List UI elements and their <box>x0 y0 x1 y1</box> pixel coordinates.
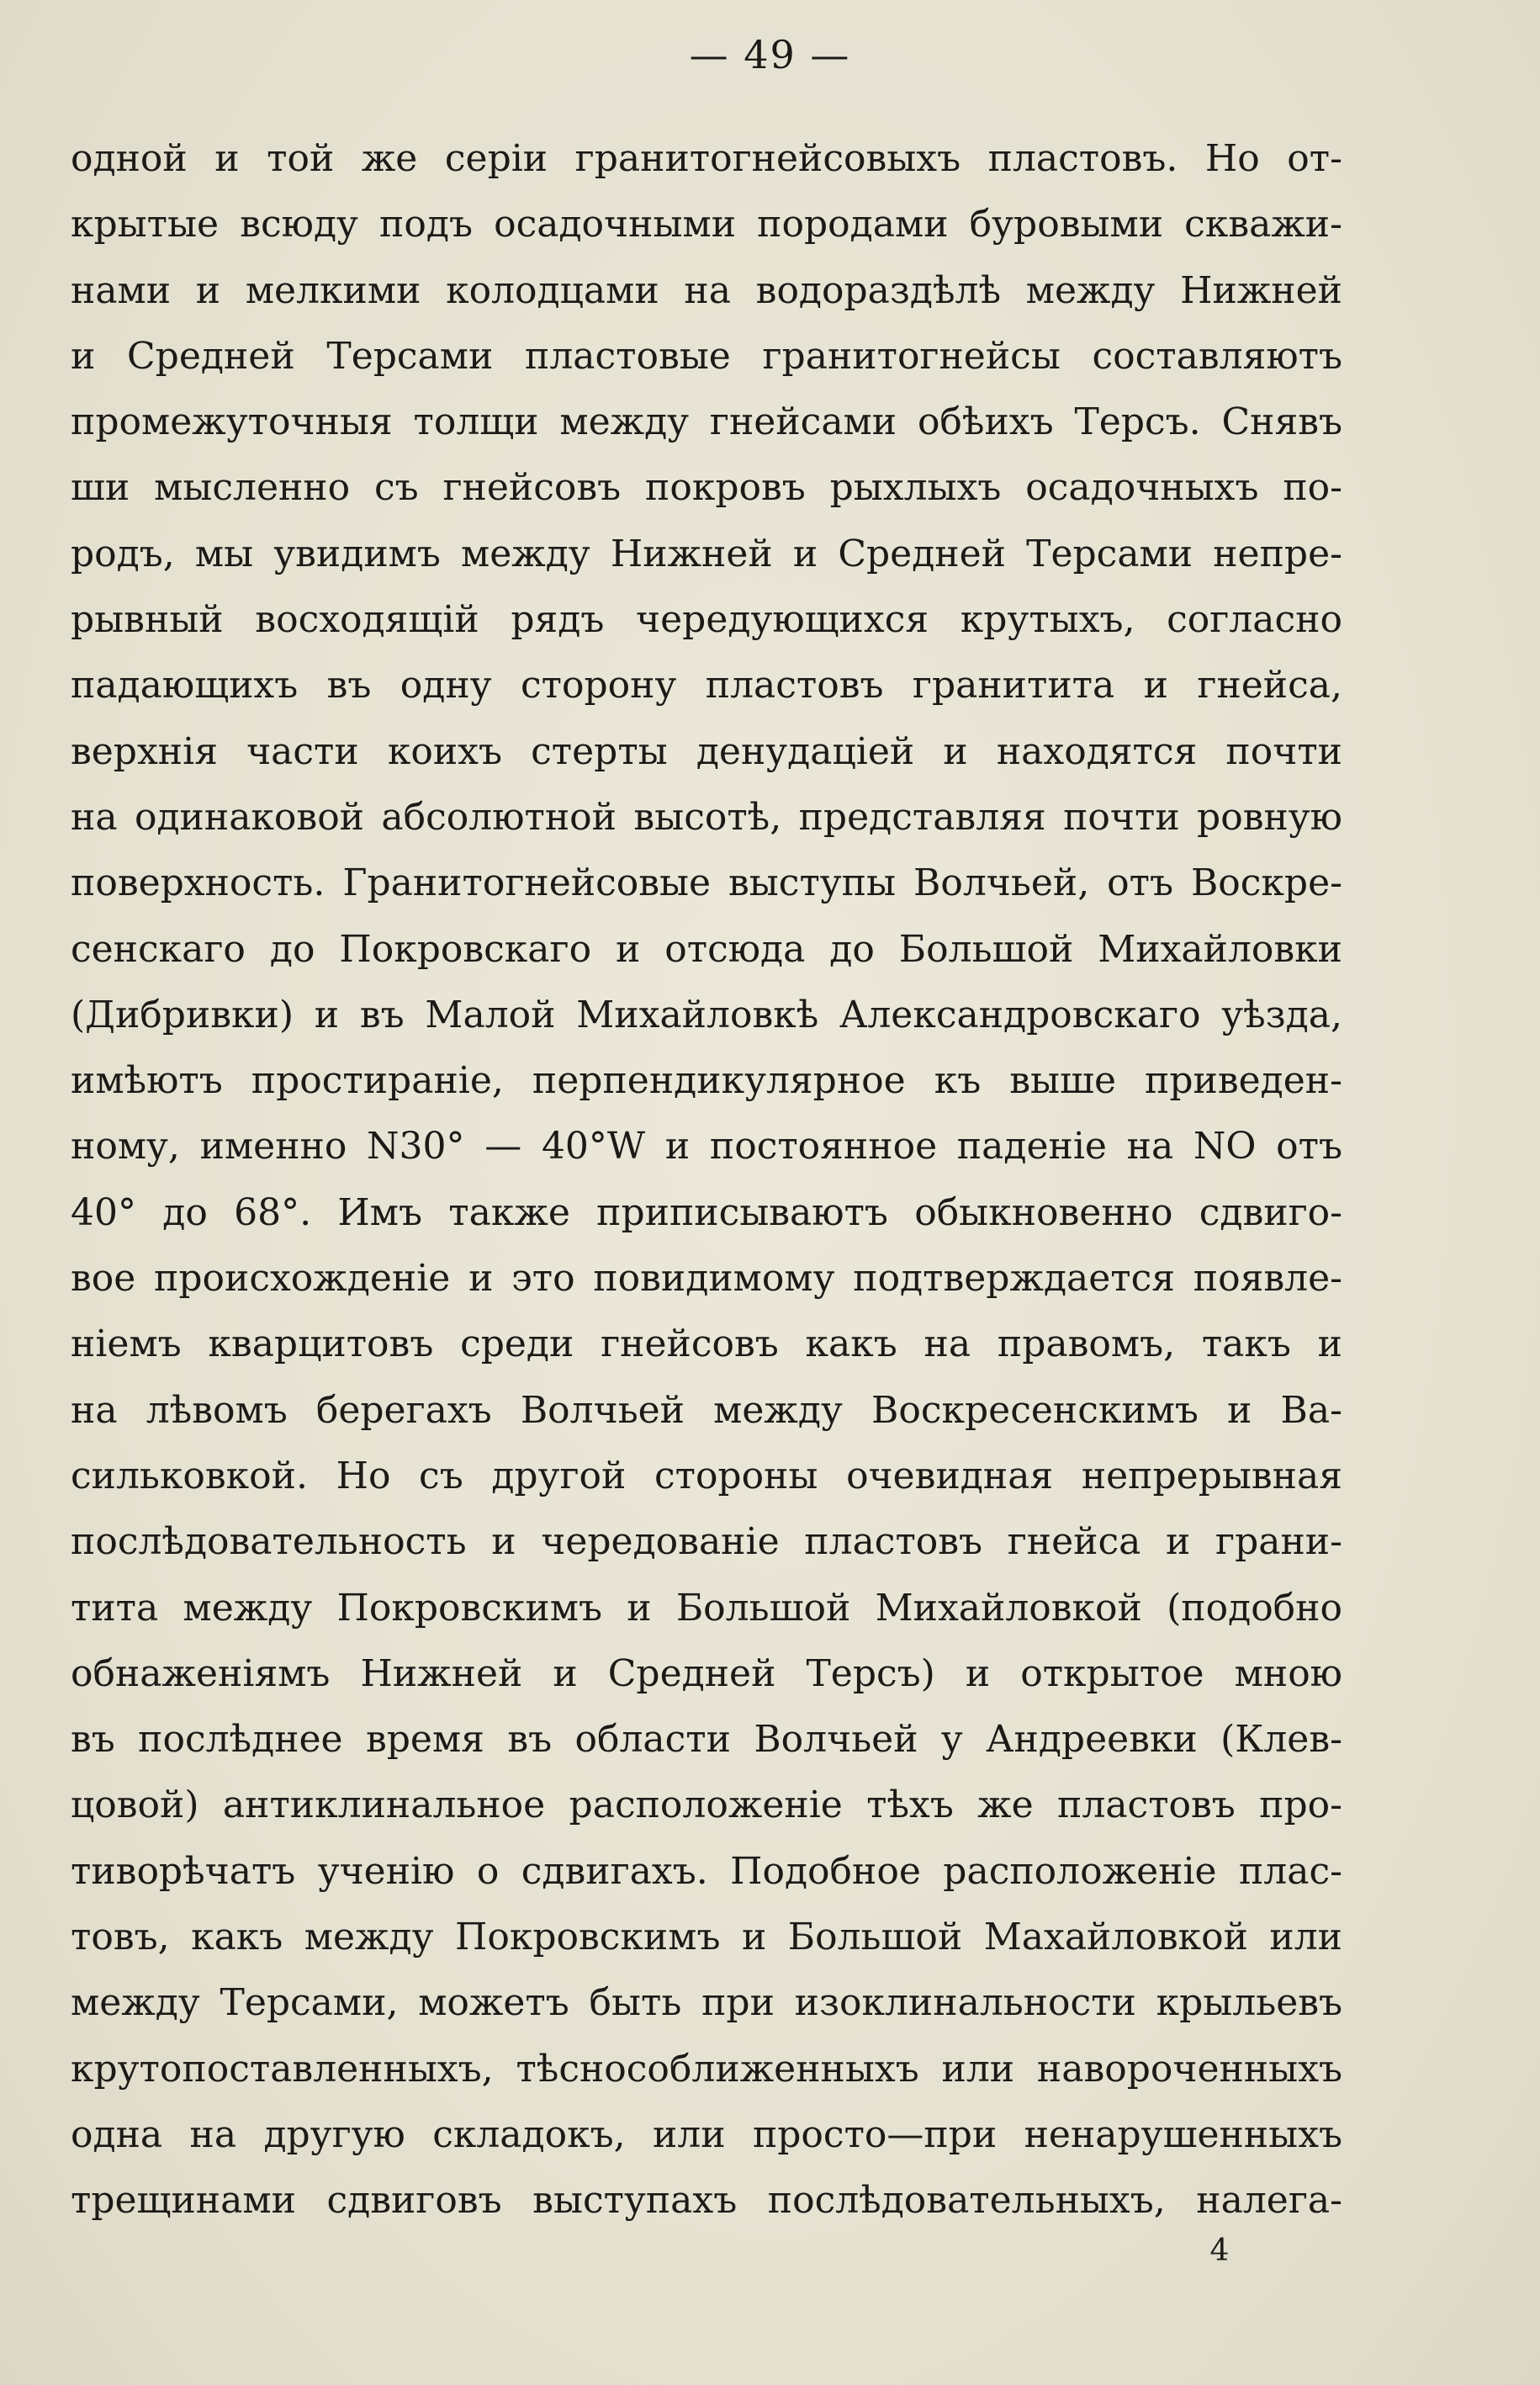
text-line: верхнія части коихъ стерты денудаціей и находятся почти <box>71 729 1342 773</box>
text-line: трещинами сдвиговъ выступахъ послѣдовательныхъ, налега- <box>71 2179 1342 2223</box>
text-line: цовой) антиклинальное расположеніе тѣхъ же пластовъ про- <box>71 1783 1342 1827</box>
text-line: нами и мелкими колодцами на водораздѣлѣ между Нижней <box>71 268 1342 312</box>
text-line: крытые всюду подъ осадочными породами буровыми скважи- <box>71 203 1342 246</box>
text-line: между Терсами, можетъ быть при изоклинальности крыльевъ <box>71 1981 1342 2025</box>
body-text <box>71 126 1342 2234</box>
text-line: рывный восходящій рядъ чередующихся крутыхъ, согласно <box>71 598 1342 642</box>
text-line: сенскаго до Покровскаго и отсюда до Большой Михайловки <box>71 927 1342 971</box>
text-line: ному, именно N30° — 40°W и постоянное паденіе на NO отъ <box>71 1125 1342 1169</box>
text-line: на одинаковой абсолютной высотѣ, представляя почти ровную <box>71 795 1342 839</box>
signature-mark: 4 <box>1209 2234 1230 2268</box>
text-line: промежуточныя толщи между гнейсами обѣихъ Терсъ. Снявъ <box>71 400 1342 444</box>
text-line: ніемъ кварцитовъ среди гнейсовъ какъ на правомъ, такъ и <box>71 1322 1342 1366</box>
text-line: обнаженіямъ Нижней и Средней Терсъ) и открытое мною <box>71 1651 1342 1695</box>
text-line: тиворѣчатъ ученію о сдвигахъ. Подобное расположеніе плас- <box>71 1849 1342 1893</box>
text-line: падающихъ въ одну сторону пластовъ гранитита и гнейса, <box>71 664 1342 708</box>
text-line: 40° до 68°. Имъ также приписываютъ обыкновенно сдвиго- <box>71 1190 1342 1234</box>
text-line: вое происхожденіе и это повидимому подтверждается появле- <box>71 1257 1342 1301</box>
text-line: послѣдовательность и чередованіе пластовъ гнейса и грани- <box>71 1520 1342 1564</box>
text-line: въ послѣднее время въ области Волчьей у Андреевки (Клев- <box>71 1718 1342 1762</box>
page-number: — 49 — <box>689 32 851 77</box>
text-line: крутопоставленныхъ, тѣсносоближенныхъ или навороченныхъ <box>71 2047 1342 2091</box>
text-line: имѣютъ простираніе, перпендикулярное къ выше приведен- <box>71 1059 1342 1103</box>
text-line: сильковкой. Но съ другой стороны очевидная непрерывная <box>71 1454 1342 1497</box>
text-line: родъ, мы увидимъ между Нижней и Средней Терсами непре- <box>71 532 1342 575</box>
text-line: товъ, какъ между Покровскимъ и Большой Махайловкой или <box>71 1916 1342 1959</box>
text-line: тита между Покровскимъ и Большой Михайловкой (подобно <box>71 1586 1342 1630</box>
text-line: ши мысленно съ гнейсовъ покровъ рыхлыхъ осадочныхъ по- <box>71 466 1342 510</box>
text-line: (Дибривки) и въ Малой Михайловкѣ Александровскаго уѣзда, <box>71 993 1342 1036</box>
text-line: на лѣвомъ берегахъ Волчьей между Воскресенскимъ и Ва- <box>71 1388 1342 1432</box>
text-line: поверхность. Гранитогнейсовые выступы Волчьей, отъ Воскре- <box>71 861 1342 905</box>
text-line: и Средней Терсами пластовые гранитогнейсы составляютъ <box>71 334 1342 378</box>
text-line: одна на другую складокъ, или просто—при ненарушенныхъ <box>71 2112 1342 2156</box>
text-line: одной и той же серіи гранитогнейсовыхъ пластовъ. Но от- <box>71 137 1342 180</box>
